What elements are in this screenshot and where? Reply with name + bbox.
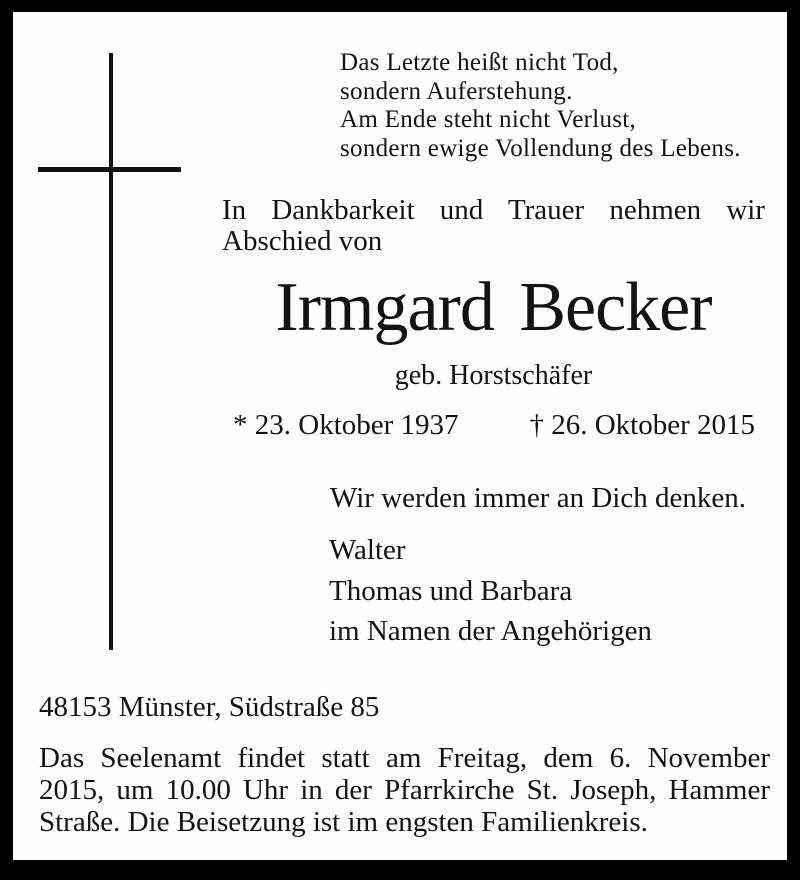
funeral-line: Straße. Die Beisetzung ist im engsten Familienkreis. (39, 806, 648, 838)
funeral-info (39, 742, 770, 838)
life-dates (233, 408, 755, 443)
remembrance-line: Wir werden immer an Dich denken. (330, 482, 746, 514)
intro-line: In Dankbarkeit und Trauer nehmen wir (222, 194, 765, 226)
birth-date: * 23. Oktober 1937 (233, 409, 459, 441)
mourner-line: im Namen der Angehörigen (329, 615, 652, 647)
epigraph-line: Am Ende steht nicht Verlust, (340, 106, 637, 133)
maiden-name: geb. Horstschäfer (394, 360, 593, 391)
epigraph-line: sondern Auferstehung. (340, 77, 573, 105)
funeral-line: 2015, um 10.00 Uhr in der Pfarrkirche St. Joseph, Hammer (39, 774, 770, 806)
epigraph-line: sondern ewige Vollendung des Lebens. (340, 134, 741, 162)
epigraph-line: Das Letzte heißt nicht Tod, (340, 49, 619, 76)
mourners-list (329, 530, 652, 652)
cross-vertical-bar (109, 53, 113, 650)
death-date: † 26. Oktober 2015 (529, 409, 755, 441)
intro-line: Abschied von (222, 225, 383, 257)
intro-text (222, 195, 765, 257)
cross-horizontal-bar (38, 167, 181, 172)
funeral-line: Das Seelenamt findet statt am Freitag, dem 6. November (39, 742, 770, 774)
notice-sheet (13, 12, 787, 860)
mourner-line: Walter (329, 534, 406, 566)
deceased-name: Irmgard Becker (275, 269, 712, 346)
address-line: 48153 Münster, Südstraße 85 (39, 691, 380, 723)
mourner-line: Thomas und Barbara (329, 574, 573, 607)
epigraph (340, 49, 780, 163)
